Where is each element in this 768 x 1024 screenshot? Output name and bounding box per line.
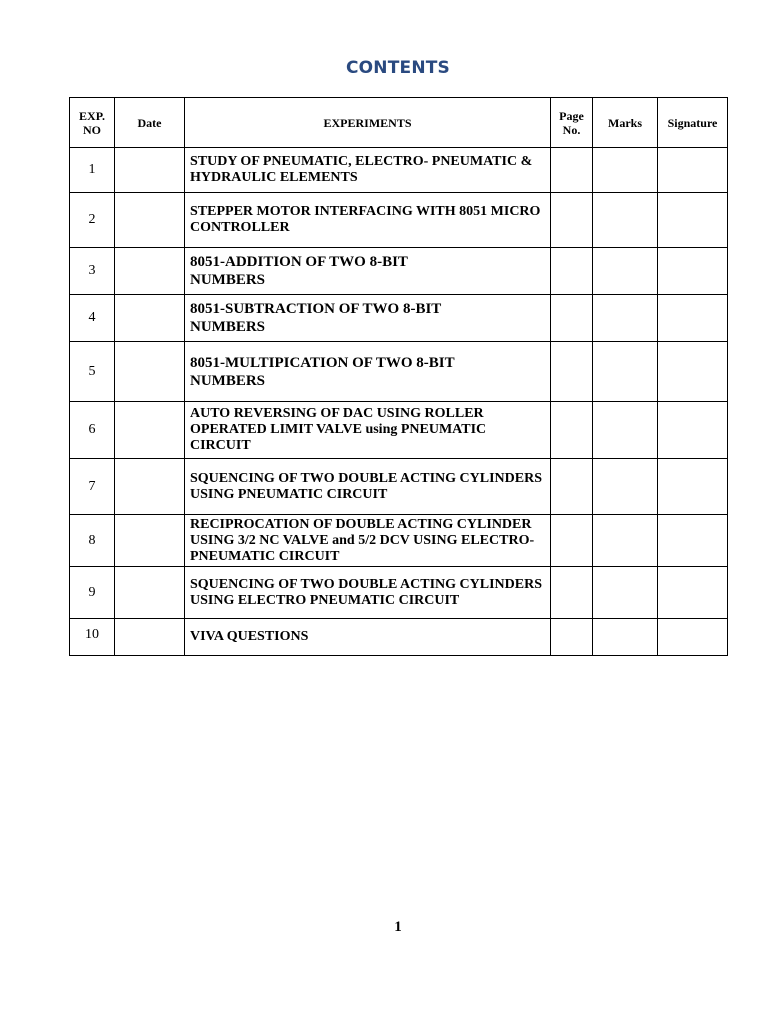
header-experiments: EXPERIMENTS — [185, 98, 551, 148]
exp-number: 8 — [70, 515, 115, 567]
table-row — [70, 515, 728, 567]
experiment-title: SQUENCING OF TWO DOUBLE ACTING CYLINDERS USING PNEUMATIC CIRCUIT — [185, 459, 551, 515]
signature-cell — [658, 459, 728, 515]
page-no-cell — [551, 193, 593, 248]
exp-number: 3 — [70, 248, 115, 295]
page-no-cell — [551, 402, 593, 459]
experiment-title: 8051-SUBTRACTION OF TWO 8-BIT NUMBERS — [185, 295, 551, 342]
marks-cell — [593, 515, 658, 567]
exp-number: 9 — [70, 567, 115, 619]
marks-cell — [593, 459, 658, 515]
table-row — [70, 148, 728, 193]
page-no-cell — [551, 248, 593, 295]
signature-cell — [658, 619, 728, 656]
signature-cell — [658, 342, 728, 402]
date-cell — [115, 459, 185, 515]
page-title: CONTENTS — [345, 58, 451, 78]
date-cell — [115, 295, 185, 342]
experiment-title: 8051-ADDITION OF TWO 8-BIT NUMBERS — [185, 248, 551, 295]
date-cell — [115, 148, 185, 193]
exp-number: 4 — [70, 295, 115, 342]
signature-cell — [658, 148, 728, 193]
date-cell — [115, 402, 185, 459]
experiment-title: RECIPROCATION OF DOUBLE ACTING CYLINDER USING 3/2 NC VALVE and 5/2 DCV USING ELECTRO- PNEUMATIC CIRCUIT — [185, 515, 551, 567]
marks-cell — [593, 342, 658, 402]
date-cell — [115, 248, 185, 295]
marks-cell — [593, 193, 658, 248]
header-page-no: Page No. — [551, 98, 593, 148]
exp-number: 1 — [70, 148, 115, 193]
signature-cell — [658, 193, 728, 248]
page-no-cell — [551, 459, 593, 515]
page-no-cell — [551, 148, 593, 193]
header-marks: Marks — [593, 98, 658, 148]
date-cell — [115, 193, 185, 248]
signature-cell — [658, 295, 728, 342]
exp-number: 6 — [70, 402, 115, 459]
page-no-cell — [551, 515, 593, 567]
page-no-cell — [551, 619, 593, 656]
header-signature: Signature — [658, 98, 728, 148]
signature-cell — [658, 515, 728, 567]
page-no-cell — [551, 342, 593, 402]
table-row — [70, 402, 728, 459]
table-row — [70, 248, 728, 295]
marks-cell — [593, 402, 658, 459]
table-row — [70, 619, 728, 656]
experiment-title: STEPPER MOTOR INTERFACING WITH 8051 MICRO CONTROLLER — [185, 193, 551, 248]
header-date: Date — [115, 98, 185, 148]
date-cell — [115, 342, 185, 402]
date-cell — [115, 619, 185, 656]
page-number: 1 — [394, 919, 402, 935]
table-row — [70, 567, 728, 619]
exp-number: 2 — [70, 193, 115, 248]
marks-cell — [593, 619, 658, 656]
page-no-cell — [551, 295, 593, 342]
date-cell — [115, 567, 185, 619]
table-row — [70, 459, 728, 515]
table-header-row — [70, 98, 728, 148]
contents-table — [69, 97, 728, 656]
experiment-title: SQUENCING OF TWO DOUBLE ACTING CYLINDERS USING ELECTRO PNEUMATIC CIRCUIT — [185, 567, 551, 619]
experiment-title: STUDY OF PNEUMATIC, ELECTRO- PNEUMATIC & HYDRAULIC ELEMENTS — [185, 148, 551, 193]
page-no-cell — [551, 567, 593, 619]
experiment-title: VIVA QUESTIONS — [185, 619, 551, 656]
marks-cell — [593, 567, 658, 619]
table-row — [70, 342, 728, 402]
experiment-title: 8051-MULTIPICATION OF TWO 8-BIT NUMBERS — [185, 342, 551, 402]
table-row — [70, 295, 728, 342]
experiment-title: AUTO REVERSING OF DAC USING ROLLER OPERATED LIMIT VALVE using PNEUMATIC CIRCUIT — [185, 402, 551, 459]
date-cell — [115, 515, 185, 567]
marks-cell — [593, 148, 658, 193]
exp-number: 7 — [70, 459, 115, 515]
exp-number: 10 — [70, 619, 115, 656]
signature-cell — [658, 248, 728, 295]
header-exp-no: EXP. NO — [70, 98, 115, 148]
exp-number: 5 — [70, 342, 115, 402]
signature-cell — [658, 567, 728, 619]
signature-cell — [658, 402, 728, 459]
marks-cell — [593, 248, 658, 295]
marks-cell — [593, 295, 658, 342]
table-row — [70, 193, 728, 248]
